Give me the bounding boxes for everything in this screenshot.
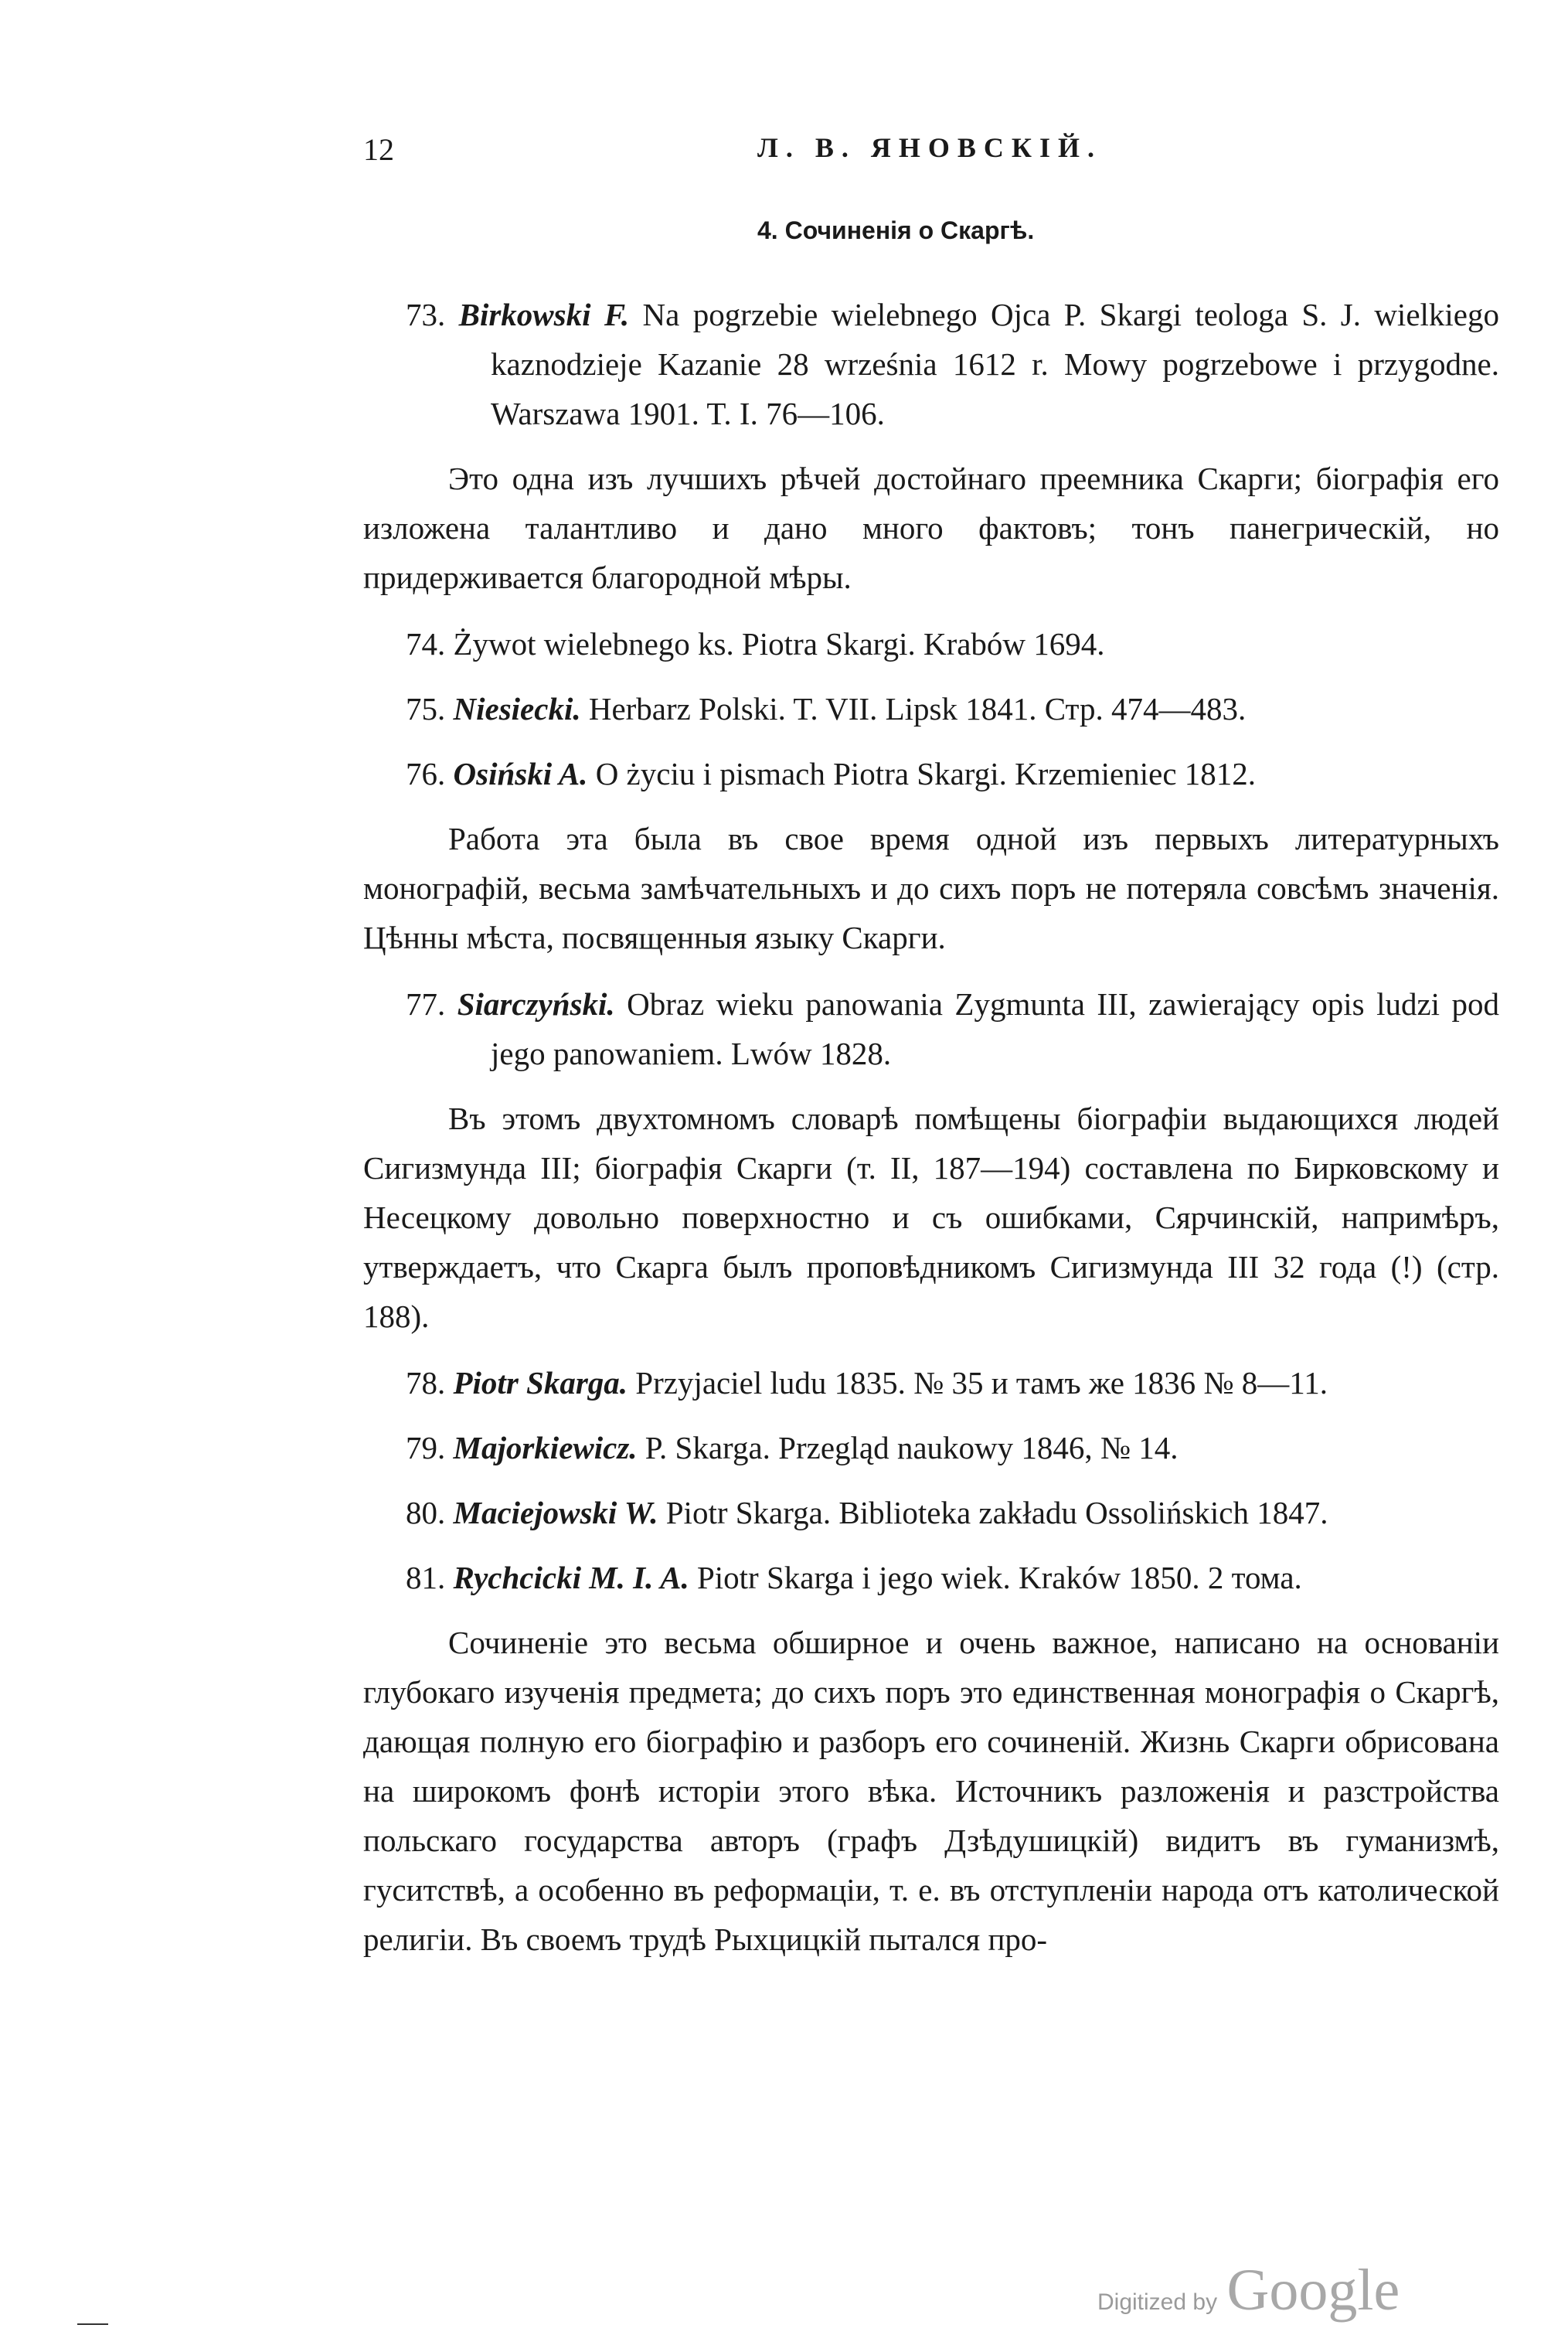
running-head: Л. В. ЯНОВСКІЙ. [757,132,1102,163]
bibliography-entry-75 [363,684,1499,734]
digitized-watermark [1097,2257,1400,2324]
entry-number: 81. [406,1560,446,1595]
entry-number: 74. [406,626,446,662]
bibliography-entry-78 [363,1358,1499,1407]
entry-author: Maciejowski W. [453,1495,658,1530]
entry-text: Na pogrzebie wielebnego Ojca P. Skargi teologa S. J. wielkiego kaznodzieje Kazanie 28 września 1612 r. Mowy pogrzebowe i przygodne. Warszawa 1901. T. I. 76—106. [491,297,1500,431]
entry-number: 79. [406,1430,446,1465]
entry-text: Przyjaciel ludu 1835. № 35 и тамъ же 1836 № 8—11. [635,1365,1328,1401]
page-header [363,131,1491,178]
bibliography-entry-73 [363,290,1499,438]
margin-mark [77,2323,108,2325]
entry-number: 73. [406,297,446,332]
entry-text: Żywot wielebnego ks. Piotra Skargi. Krabów 1694. [453,626,1105,662]
entry-number: 80. [406,1495,446,1530]
entry-text: Piotr Skarga i jego wiek. Kraków 1850. 2 тома. [696,1560,1302,1595]
entry-text: Herbarz Polski. T. VII. Lipsk 1841. Стр. 474—483. [588,691,1247,727]
page-number: 12 [363,132,394,167]
entry-author: Majorkiewicz. [453,1430,638,1465]
entry-text: Piotr Skarga. Biblioteka zakładu Ossolińskich 1847. [665,1495,1328,1530]
entry-author: Birkowski F. [458,297,630,332]
entry-author: Siarczyński. [457,986,615,1022]
entry-author: Niesiecki. [453,691,581,727]
entry-author: Rychcicki M. I. A. [453,1560,689,1595]
bibliography-entry-80 [363,1488,1499,1537]
entry-text: O życiu i pismach Piotra Skargi. Krzemieniec 1812. [595,756,1257,791]
entry-text: Obraz wieku panowania Zygmunta III, zawierający opis ludzi pod jego panowaniem. Lwów 1828. [491,986,1500,1071]
entry-number: 75. [406,691,446,727]
commentary-paragraph: Работа эта была въ свое время одной изъ первыхъ литературныхъ монографій, весьма замѣчательныхъ и до сихъ поръ не потеряла совсѣмъ значенія. Цѣнны мѣста, посвященныя языку Скарги. [363,821,1499,955]
commentary-paragraph: Это одна изъ лучшихъ рѣчей достойнаго преемника Скарги; біографія его изложена талантливо и дано много фактовъ; тонъ панегрическій, но придерживается благородной мѣры. [363,461,1499,595]
entry-author: Piotr Skarga. [453,1365,628,1401]
bibliography-entry-77 [363,979,1499,1078]
commentary-paragraph: Сочиненіе это весьма обширное и очень важное, написано на основаніи глубокаго изученія предмета; до сихъ поръ это единственная монографія о Скаргѣ, дающая полную его біографію и разборъ его сочиненій. Жизнь Скарги обрисована на широкомъ фонѣ исторіи этого вѣка. Источникъ разложенія и разстройства польскаго государства авторъ (графъ Дзѣдушицкій) видитъ въ гуманизмѣ, гуситствѣ, а особенно въ реформаціи, т. е. въ отступленіи народа отъ католической религіи. Въ своемъ трудѣ Рыхцицкій пытался про- [363,1625,1499,1957]
bibliography-entry-74 [363,619,1499,669]
body-text [363,290,1499,1981]
entry-number: 77. [406,986,446,1022]
entry-number: 76. [406,756,446,791]
entry-number: 78. [406,1365,446,1401]
google-logo: Google [1226,2258,1400,2323]
bibliography-entry-79 [363,1423,1499,1472]
bibliography-entry-81 [363,1553,1499,1602]
bibliography-entry-76 [363,749,1499,798]
commentary-paragraph: Въ этомъ двухтомномъ словарѣ помѣщены біографіи выдающихся людей Сигизмунда III; біографія Скарги (т. II, 187—194) составлена по Бирковскому и Несецкому довольно поверхностно и съ ошибками, Сярчинскій, напримѣръ, утверждаетъ, что Скарга былъ проповѣдникомъ Сигизмунда III 32 года (!) (стр. 188). [363,1101,1499,1334]
entry-author: Osiński A. [453,756,588,791]
watermark-prefix: Digitized by [1097,2289,1218,2315]
section-title: 4. Сочиненія о Скаргѣ. [757,216,1035,244]
entry-text: P. Skarga. Przegląd naukowy 1846, № 14. [645,1430,1179,1465]
